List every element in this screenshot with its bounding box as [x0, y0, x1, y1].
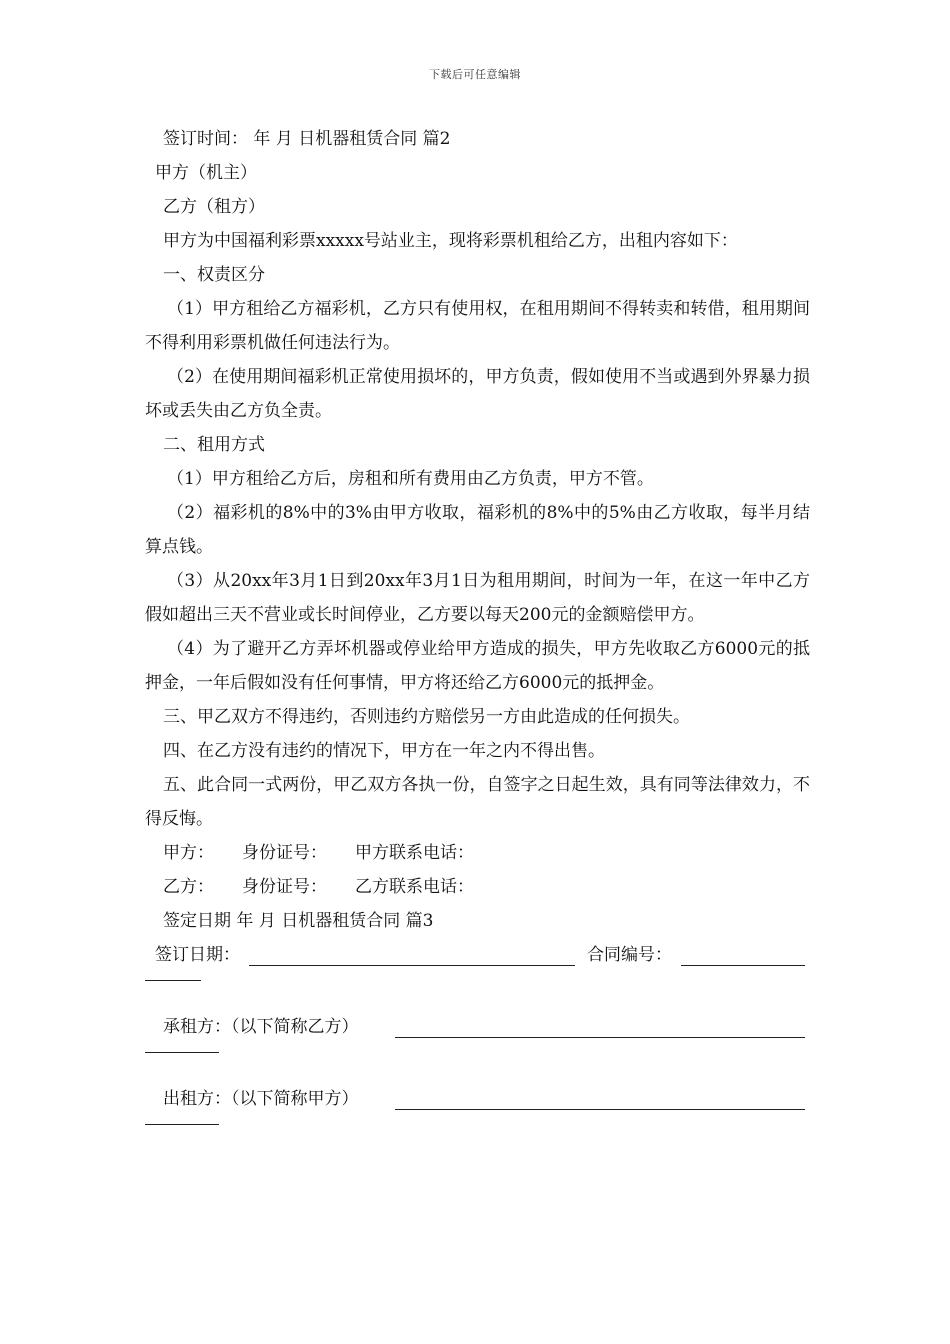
lessee-blank-continued	[145, 1052, 219, 1053]
lessor-blank[interactable]	[395, 1109, 805, 1110]
clause-2-3: （3）从20xx年3月1日到20xx年3月1日为租用期间，时间为一年，在这一年中乙方假如超出三天不营业或长时间停业，乙方要以每天200元的金额赔偿甲方。	[145, 571, 810, 625]
lessor-label: 出租方：（以下简称甲方）	[163, 1089, 359, 1109]
party-a-signature-line	[145, 836, 810, 870]
contract-no-label: 合同编号：	[587, 945, 672, 965]
party-b-phone-label: 乙方联系电话：	[355, 877, 474, 897]
party-a-label: 甲方：	[163, 843, 214, 863]
section-3-heading: 签定日期 年 月 日机器租赁合同 篇3	[163, 911, 434, 931]
party-b-label: 乙方：	[163, 877, 214, 897]
clause-2-2: （2）福彩机的8%中的3%由甲方收取，福彩机的8%中的5%由乙方收取，每半月结算点钱。	[145, 503, 810, 557]
contract-no-continuation	[145, 974, 810, 1010]
lessor-row	[145, 1082, 810, 1118]
lessee-continuation	[145, 1046, 810, 1082]
header-note: 下载后可任意编辑	[429, 68, 521, 81]
lessee-label: 承租方：（以下简称乙方）	[163, 1017, 359, 1037]
clause-2-4: （4）为了避开乙方弄坏机器或停业给甲方造成的损失，甲方先收取乙方6000元的抵押金，一年后假如没有任何事情，甲方将还给乙方6000元的抵押金。	[145, 639, 810, 693]
lessor-blank-continued	[145, 1124, 219, 1125]
sign-date-label: 签订日期：	[155, 945, 240, 965]
party-b-id-label: 身份证号：	[242, 877, 327, 897]
section-1-title: 一、权责区分	[163, 265, 265, 285]
contract-body	[145, 122, 810, 1154]
lessor-continuation	[145, 1118, 810, 1154]
clause-1-2: （2）在使用期间福彩机正常使用损坏的，甲方负责，假如使用不当或遇到外界暴力损坏或丢失由乙方负全责。	[145, 367, 810, 421]
party-a-id-label: 身份证号：	[242, 843, 327, 863]
clause-2-1: （1）甲方租给乙方后，房租和所有费用由乙方负责，甲方不管。	[167, 469, 654, 489]
contract-no-blank-continued	[145, 980, 201, 981]
party-b-heading: 乙方（租方）	[163, 197, 265, 217]
party-b-signature-line	[145, 870, 810, 904]
sign-date-blank[interactable]	[249, 965, 575, 966]
party-a-phone-label: 甲方联系电话：	[355, 843, 474, 863]
lessee-row	[145, 1010, 810, 1046]
sign-date-row	[145, 938, 810, 974]
clause-1-1: （1）甲方租给乙方福彩机，乙方只有使用权，在租用期间不得转卖和转借，租用期间不得利用彩票机做任何违法行为。	[145, 299, 810, 353]
section-2-title: 二、租用方式	[163, 435, 265, 455]
party-a-heading: 甲方（机主）	[155, 163, 257, 183]
section-3-clause: 三、甲乙双方不得违约，否则违约方赔偿另一方由此造成的任何损失。	[163, 707, 690, 727]
section-4-clause: 四、在乙方没有违约的情况下，甲方在一年之内不得出售。	[163, 741, 605, 761]
intro-paragraph: 甲方为中国福利彩票xxxxx号站业主，现将彩票机租给乙方，出租内容如下：	[163, 231, 738, 251]
sign-time-line: 签订时间： 年 月 日机器租赁合同 篇2	[163, 129, 451, 149]
section-5-clause: 五、此合同一式两份，甲乙双方各执一份，自签字之日起生效，具有同等法律效力，不得反悔。	[145, 775, 810, 829]
contract-no-blank[interactable]	[681, 965, 805, 966]
lessee-blank[interactable]	[395, 1037, 805, 1038]
